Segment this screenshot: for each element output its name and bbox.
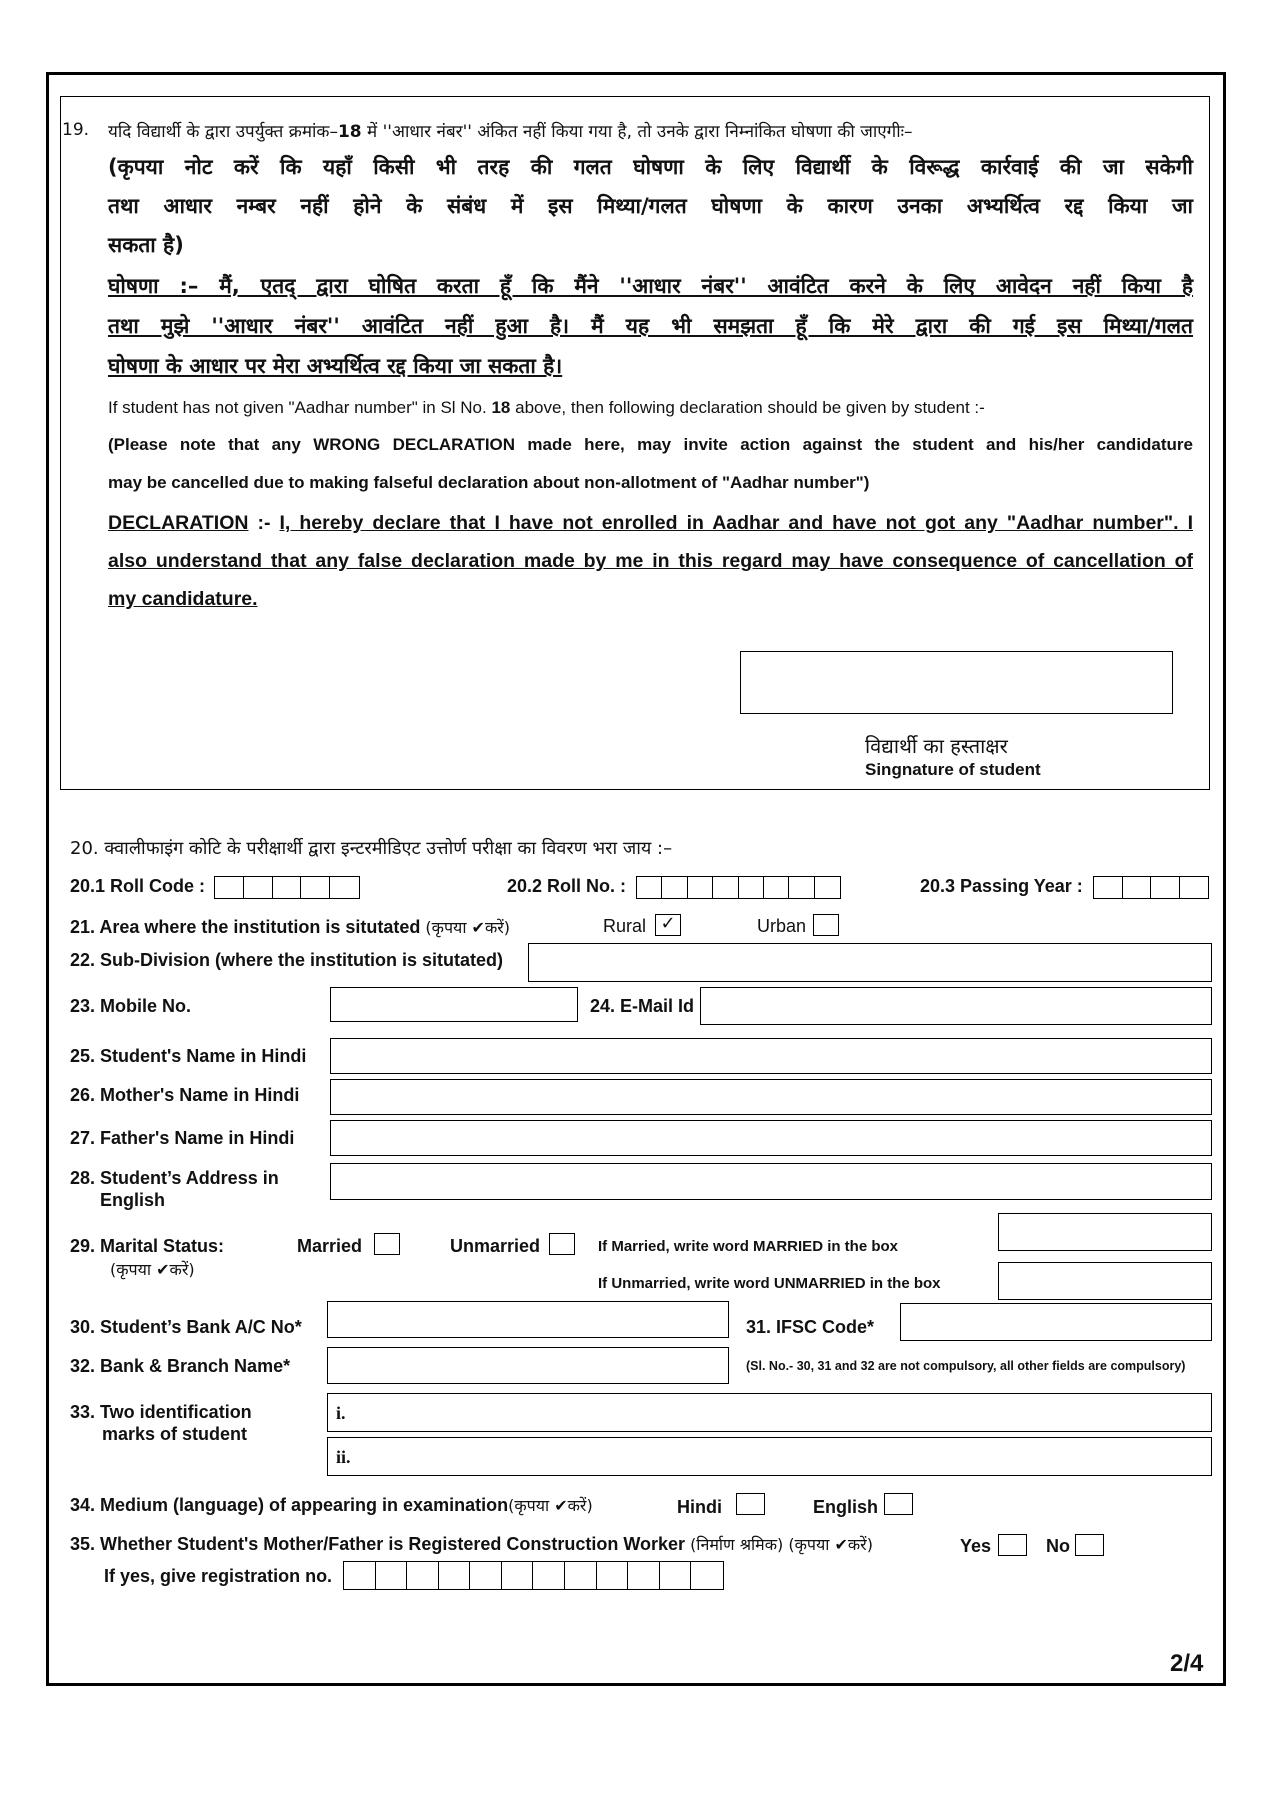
identification-mark-1-field[interactable] — [327, 1393, 1212, 1432]
english-declaration-line-1: DECLARATION :- I, hereby declare that I have not enrolled in Aadhar and have not got any "Aadhar number". I — [108, 512, 1193, 534]
hindi-medium-label: Hindi — [677, 1497, 722, 1517]
q23-label: 23. Mobile No. — [70, 996, 192, 1016]
identification-mark-2-field[interactable] — [327, 1437, 1212, 1476]
signature-label-english: Singnature of student — [865, 760, 1041, 779]
english-medium-label: English — [813, 1497, 879, 1517]
mark-1-label: i. — [336, 1403, 346, 1423]
roll-no-label: 20.2 Roll No. : — [507, 876, 627, 896]
student-address-field[interactable] — [330, 1163, 1212, 1200]
urban-label: Urban — [757, 916, 807, 936]
q20-heading: 20. क्वालीफाइंग कोटि के परीक्षार्थी द्वारा इन्टरमीडिएट उत्तोर्ण परीक्षा का विवरण भरा जाय :– — [70, 838, 673, 859]
mobile-field[interactable] — [330, 987, 578, 1022]
q33-label-line-1: 33. Two identification — [70, 1402, 252, 1422]
q25-label: 25. Student's Name in Hindi — [70, 1046, 307, 1066]
q29-label: 29. Marital Status: — [70, 1236, 225, 1256]
unmarried-word-field[interactable] — [998, 1262, 1212, 1300]
q26-label: 26. Mother's Name in Hindi — [70, 1085, 300, 1105]
construction-worker-no-checkbox[interactable] — [1075, 1534, 1104, 1556]
bank-branch-field[interactable] — [327, 1347, 729, 1384]
q29-hint: (कृपया ✔करें) — [110, 1260, 195, 1279]
english-declaration-line-3: my candidature. — [108, 588, 258, 610]
rural-checkbox[interactable]: ✓ — [655, 914, 681, 936]
student-name-hindi-field[interactable] — [330, 1038, 1212, 1074]
mother-name-hindi-field[interactable] — [330, 1079, 1212, 1115]
hindi-declaration-line-1: घोषणा :– मैं, एतद् द्वारा घोषित करता हूँ कि मैंने ''आधार नंबर'' आवंटित करने के लिए आवेदन नहीं किया है — [108, 274, 1193, 298]
married-label: Married — [297, 1236, 363, 1256]
sub-division-field[interactable] — [528, 943, 1212, 982]
roll-code-label: 20.1 Roll Code : — [70, 876, 206, 896]
hindi-declaration-line-3: घोषणा के आधार पर मेरा अभ्यर्थित्व रद्द किया जा सकता है। — [108, 354, 563, 378]
item-19-hindi-intro: यदि विद्यार्थी के द्वारा उपर्युक्त क्रमांक–18 में ''आधार नंबर'' अंकित नहीं किया गया है, तो उनके द्वारा निम्नांकित घोषणा की जाएगीः– — [108, 122, 913, 142]
q28-label-line-2: English — [100, 1190, 166, 1210]
registration-no-input[interactable] — [343, 1561, 724, 1590]
q33-label-line-2: marks of student — [102, 1424, 248, 1444]
q34-label: 34. Medium (language) of appearing in examination(कृपया ✔करें) — [70, 1495, 593, 1515]
rural-label: Rural — [603, 916, 647, 936]
ifsc-field[interactable] — [900, 1303, 1212, 1341]
signature-label-hindi: विद्यार्थी का हस्ताक्षर — [865, 734, 1008, 758]
q28-label-line-1: 28. Student’s Address in — [70, 1168, 279, 1188]
construction-worker-yes-checkbox[interactable] — [998, 1534, 1027, 1556]
q30-label: 30. Student’s Bank A/C No* — [70, 1317, 302, 1337]
mark-2-label: ii. — [336, 1447, 351, 1467]
bank-account-field[interactable] — [327, 1301, 729, 1338]
hindi-note-line-3: सकता है) — [108, 233, 184, 257]
urban-checkbox[interactable] — [813, 914, 839, 936]
english-note-line-2: may be cancelled due to making falseful declaration about non-allotment of "Aadhar number") — [108, 473, 870, 492]
q21-label: 21. Area where the institution is situtated (कृपया ✔करें) — [70, 917, 511, 937]
if-unmarried-instruction: If Unmarried, write word UNMARRIED in the box — [598, 1275, 941, 1292]
married-checkbox[interactable] — [374, 1233, 400, 1255]
q24-label: 24. E-Mail Id — [590, 996, 695, 1016]
hindi-note-line-1: (कृपया नोट करें कि यहाँ किसी भी तरह की गलत घोषणा के लिए विद्यार्थी के विरूद्ध कार्रवाई की जा सकेगी — [108, 155, 1193, 179]
english-intro: If student has not given "Aadhar number" in Sl No. 18 above, then following declaration should be given by student :- — [108, 398, 985, 417]
married-word-field[interactable] — [998, 1213, 1212, 1251]
english-declaration-line-2: also understand that any false declaration made by me in this regard may have consequence of cancellation of — [108, 550, 1193, 572]
hindi-medium-checkbox[interactable] — [736, 1493, 765, 1515]
student-signature-box[interactable] — [740, 651, 1173, 714]
if-married-instruction: If Married, write word MARRIED in the box — [598, 1238, 899, 1255]
compulsory-note: (Sl. No.- 30, 31 and 32 are not compulsory, all other fields are compulsory) — [746, 1359, 1186, 1373]
q31-label: 31. IFSC Code* — [746, 1317, 875, 1337]
email-field[interactable] — [700, 987, 1212, 1025]
unmarried-label: Unmarried — [450, 1236, 541, 1256]
passing-year-input[interactable] — [1093, 876, 1209, 899]
hindi-note-line-2: तथा आधार नम्बर नहीं होने के संबंध में इस मिथ्या/गलत घोषणा के कारण उनका अभ्यर्थित्व रद्द किया जा — [108, 194, 1193, 218]
q35-label: 35. Whether Student's Mother/Father is Registered Construction Worker (निर्माण श्रमिक) (कृपया ✔करें) — [70, 1534, 873, 1554]
q27-label: 27. Father's Name in Hindi — [70, 1128, 295, 1148]
construction-worker-no-label: No — [1046, 1536, 1070, 1556]
unmarried-checkbox[interactable] — [549, 1233, 575, 1255]
page-number: 2/4 — [1170, 1650, 1204, 1677]
q32-label: 32. Bank & Branch Name* — [70, 1356, 291, 1376]
passing-year-label: 20.3 Passing Year : — [920, 876, 1083, 896]
english-medium-checkbox[interactable] — [884, 1493, 913, 1515]
construction-worker-yes-label: Yes — [960, 1536, 992, 1556]
item-19-number: 19. — [62, 120, 90, 140]
english-note-line-1: (Please note that any WRONG DECLARATION made here, may invite action against the student and his/her candidature — [108, 435, 1193, 454]
registration-no-label: If yes, give registration no. — [104, 1566, 333, 1586]
q22-label: 22. Sub-Division (where the institution is situtated) — [70, 950, 504, 970]
hindi-declaration-line-2: तथा मुझे ''आधार नंबर'' आवंटित नहीं हुआ है। मैं यह भी समझता हूँ कि मेरे द्वारा की गई इस मिथ्या/गलत — [108, 314, 1193, 338]
roll-no-input[interactable] — [636, 876, 841, 899]
father-name-hindi-field[interactable] — [330, 1120, 1212, 1156]
roll-code-input[interactable] — [214, 876, 360, 899]
